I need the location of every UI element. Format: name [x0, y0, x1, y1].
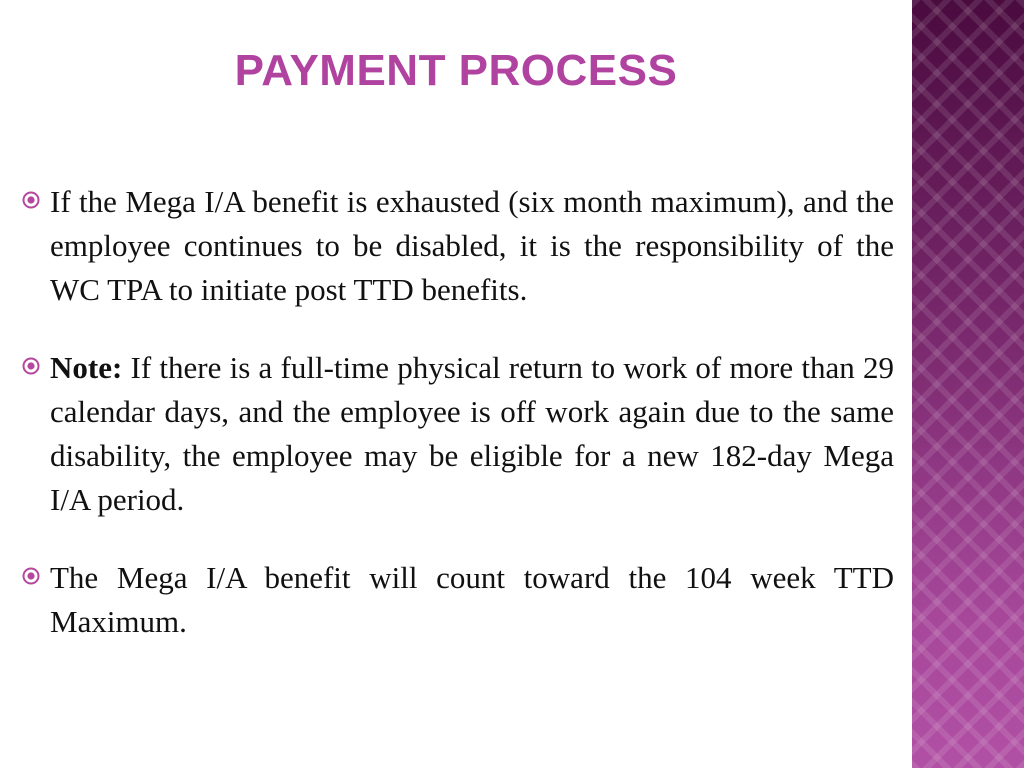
circle-dot-bullet-icon [22, 357, 50, 379]
decorative-side-band [912, 0, 1024, 768]
slide-title: PAYMENT PROCESS [234, 46, 678, 95]
bullet-item [22, 556, 894, 644]
bullet-item [22, 346, 894, 522]
bullet-item [22, 180, 894, 312]
bullet-body: If the Mega I/A benefit is exhausted (six month maximum), and the employee continues to be disabled, it is the responsibility of the WC TPA to initiate post TTD benefits. [50, 184, 894, 307]
bullet-body: The Mega I/A benefit will count toward the 104 week TTD Maximum. [50, 560, 894, 639]
bullet-text [50, 180, 894, 312]
bullet-body: If there is a full-time physical return to work of more than 29 calendar days, and the employee is off work again due to the same disability, the employee may be eligible for a new 182-day Mega I/A period. [50, 350, 894, 517]
bullet-label: Note: [50, 350, 123, 385]
bullet-text [50, 346, 894, 522]
bullet-text [50, 556, 894, 644]
bullet-list [22, 180, 894, 678]
circle-dot-bullet-icon [22, 567, 50, 589]
circle-dot-bullet-icon [22, 191, 50, 213]
